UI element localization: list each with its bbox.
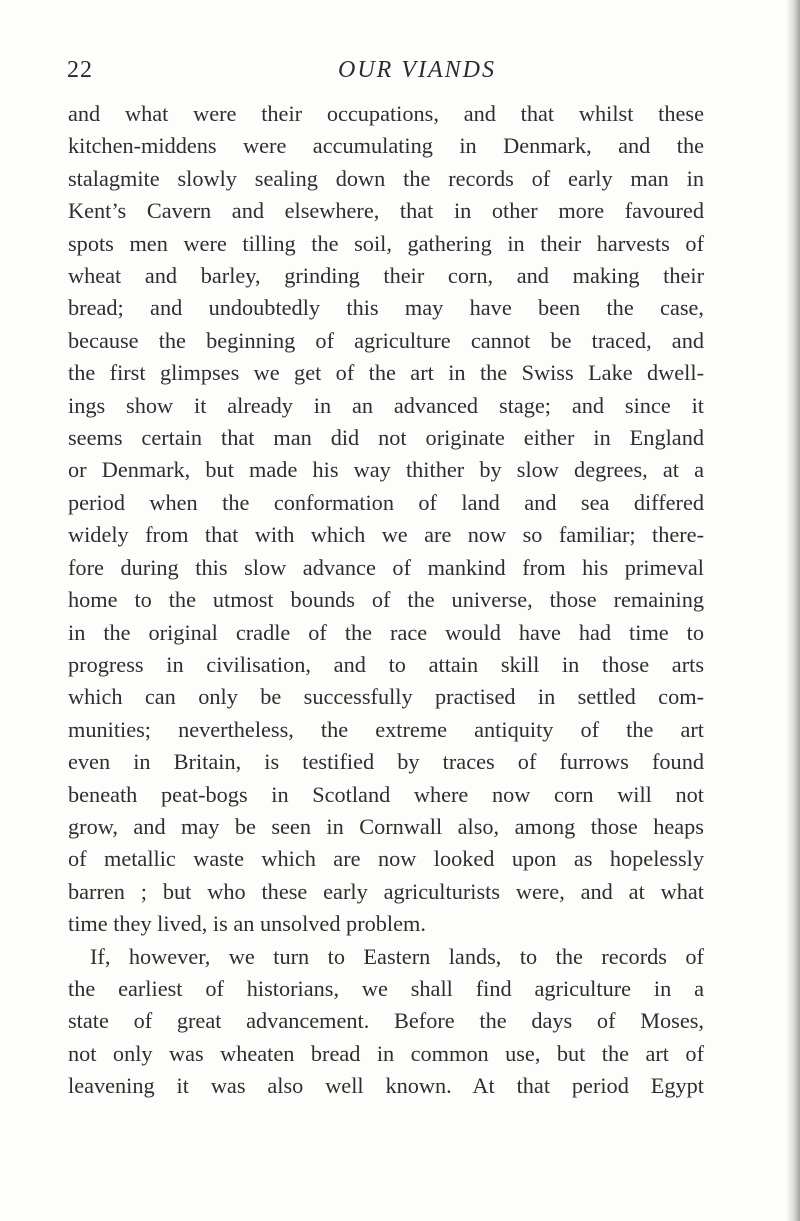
text-line: barren ; but who these early agriculturists were, and at what — [68, 878, 704, 904]
text-line: munities; nevertheless, the extreme antiquity of the art — [68, 716, 704, 742]
text-line: leavening it was also well known. At that period Egypt — [68, 1073, 704, 1099]
text-line: which can only be successfully practised in settled com- — [68, 684, 704, 710]
text-line: widely from that with which we are now so familiar; there- — [68, 522, 704, 548]
text-line: fore during this slow advance of mankind from his primeval — [68, 554, 704, 580]
text-line: home to the utmost bounds of the universe, those remaining — [68, 587, 704, 613]
page-header — [0, 57, 800, 97]
text-line: ings show it already in an advanced stage; and since it — [68, 392, 704, 418]
text-line: time they lived, is an unsolved problem. — [68, 911, 426, 937]
body-text — [68, 98, 704, 1103]
text-line: progress in civilisation, and to attain skill in those arts — [68, 651, 704, 677]
text-line: state of great advancement. Before the days of Moses, — [68, 1008, 704, 1034]
text-line: because the beginning of agriculture cannot be traced, and — [68, 327, 704, 353]
text-line: period when the conformation of land and sea differed — [68, 489, 704, 515]
text-line: the earliest of historians, we shall find agriculture in a — [68, 975, 704, 1001]
text-line: If, however, we turn to Eastern lands, to the records of — [90, 943, 704, 969]
text-line: and what were their occupations, and that whilst these — [68, 101, 704, 126]
text-line: bread; and undoubtedly this may have been the case, — [68, 295, 704, 321]
text-line: beneath peat-bogs in Scotland where now corn will not — [68, 781, 704, 807]
text-line: spots men were tilling the soil, gathering in their harvests of — [68, 230, 704, 256]
page-number: 22 — [67, 57, 93, 83]
text-line: kitchen-middens were accumulating in Denmark, and the — [68, 133, 704, 159]
text-line: Kent’s Cavern and elsewhere, that in other more favoured — [68, 198, 704, 224]
text-line: wheat and barley, grinding their corn, and making their — [68, 263, 704, 289]
text-line: stalagmite slowly sealing down the records of early man in — [68, 165, 704, 191]
text-line: in the original cradle of the race would have had time to — [68, 619, 704, 645]
text-line: seems certain that man did not originate either in England — [68, 425, 704, 451]
page-edge-shadow — [786, 0, 800, 1221]
text-line: even in Britain, is testified by traces of furrows found — [68, 749, 704, 775]
running-head: OUR VIANDS — [338, 57, 496, 83]
text-line: or Denmark, but made his way thither by slow degrees, at a — [68, 457, 704, 483]
text-line: the first glimpses we get of the art in the Swiss Lake dwell- — [68, 360, 704, 386]
text-line: not only was wheaten bread in common use, but the art of — [68, 1040, 704, 1066]
text-line: of metallic waste which are now looked upon as hopelessly — [68, 846, 704, 872]
text-line: grow, and may be seen in Cornwall also, among those heaps — [68, 813, 704, 839]
